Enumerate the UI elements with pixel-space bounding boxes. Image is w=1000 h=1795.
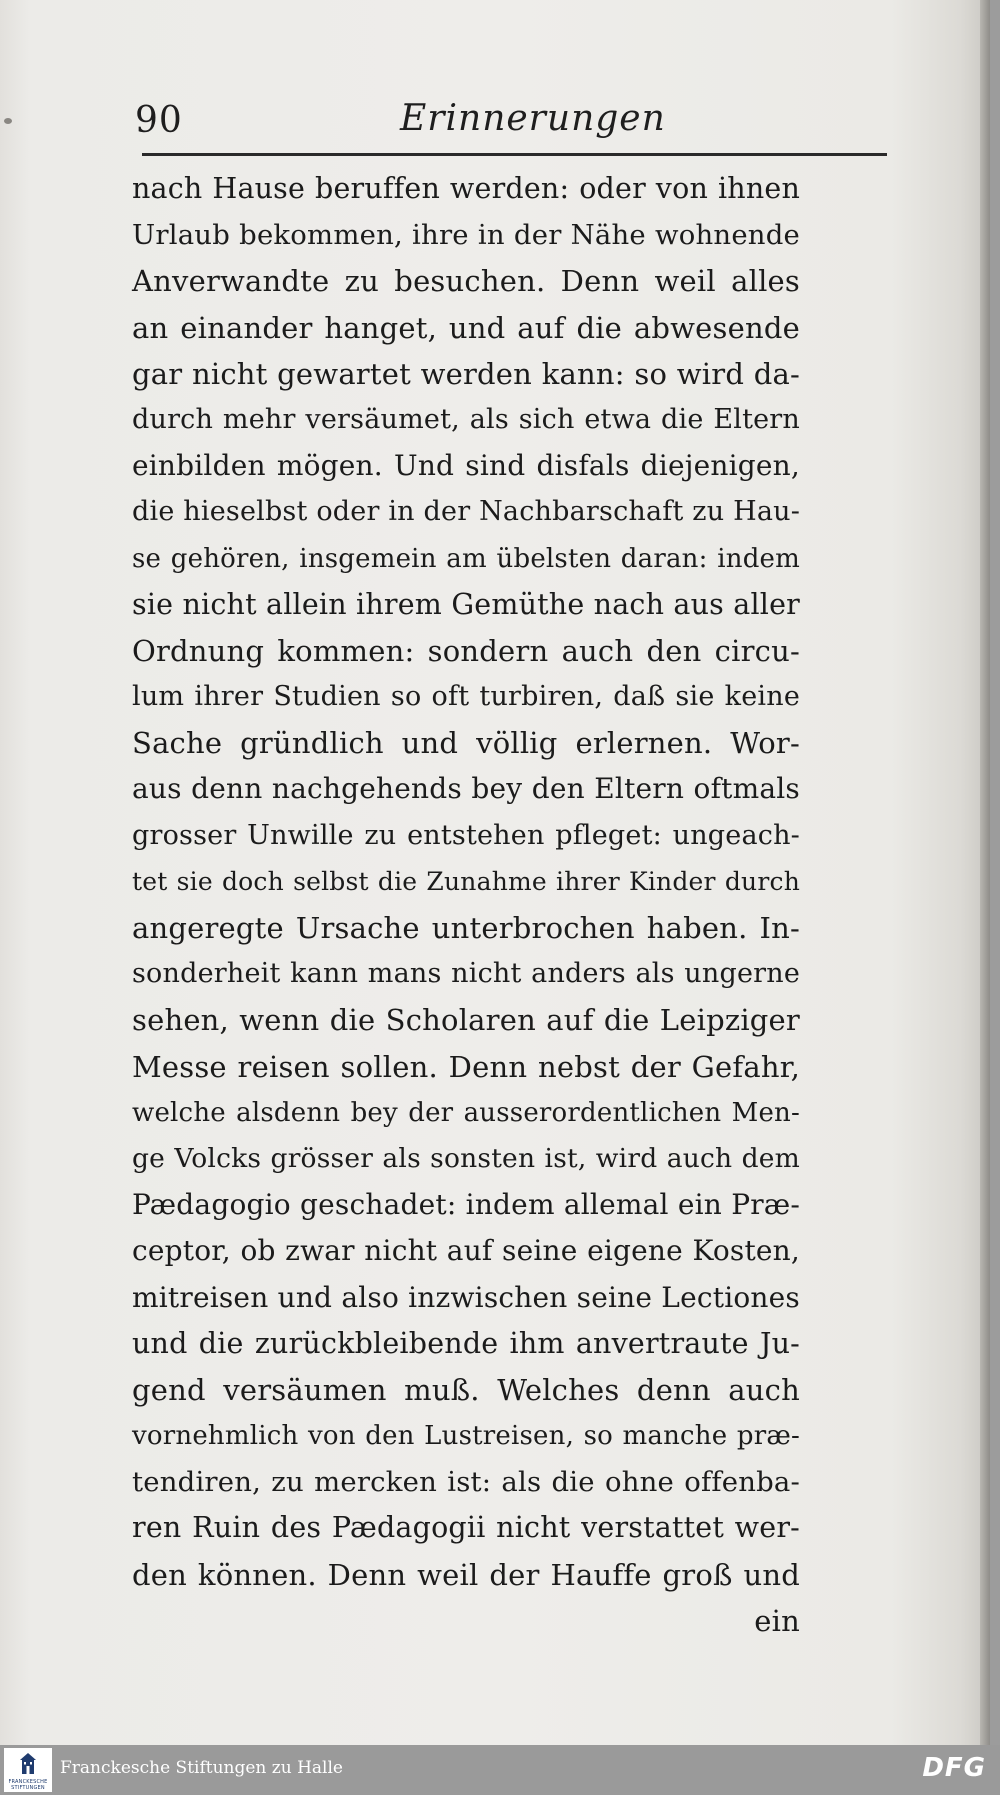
text-line: vornehmlich von den Lustreisen, so manche præ-: [132, 1421, 800, 1452]
text-line: mitreisen und also inzwischen seine Lectiones: [132, 1280, 800, 1314]
page-number: 90: [135, 100, 183, 141]
text-line: die hieselbst oder in der Nachbarschaft zu Hau-: [132, 496, 801, 528]
text-line: gend versäumen muß. Welches denn auch: [132, 1372, 800, 1407]
text-line: welche alsdenn bey der ausserordentlichen Men-: [132, 1097, 800, 1128]
text-line: Sache gründlich und völlig erlernen. Wor-: [132, 726, 800, 761]
text-line: aus denn nachgehends bey den Eltern oftmals: [132, 772, 800, 806]
text-line: ge Volcks grösser als sonsten ist, wird auch dem: [132, 1142, 800, 1174]
text-line: tendiren, zu mercken ist: als die ohne offenba-: [132, 1466, 800, 1499]
text-line: ren Ruin des Pædagogii nicht verstattet wer-: [132, 1511, 800, 1545]
text-line: gar nicht gewartet werden kann: so wird da-: [132, 356, 800, 391]
text-line: Pædagogio geschadet: indem allemal ein Præ-: [132, 1188, 800, 1222]
text-line: sonderheit kann mans nicht anders als ungerne: [132, 958, 800, 990]
header-rule: [142, 153, 887, 156]
logo-text: FRANCKESCHE STIFTUNGEN: [8, 1779, 48, 1791]
text-line: nach Hause beruffen werden: oder von ihnen: [132, 172, 800, 205]
text-line: angeregte Ursache unterbrochen haben. In-: [132, 911, 800, 945]
text-line: Anverwandte zu besuchen. Denn weil alles: [132, 264, 800, 299]
dfg-logo[interactable]: DFG: [922, 1753, 986, 1783]
text-line: einbilden mögen. Und sind disfals diejenigen,: [132, 449, 800, 483]
institution-name: Franckesche Stiftungen zu Halle: [60, 1758, 343, 1778]
text-line: grosser Unwille zu entstehen pfleget: ungeach-: [132, 819, 800, 851]
text-line: und die zurückbleibende ihm anvertraute Ju-: [132, 1326, 800, 1360]
text-line: ceptor, ob zwar nicht auf seine eigene Kosten,: [132, 1234, 800, 1268]
page-edge-shadow: [980, 0, 990, 1745]
text-line: sehen, wenn die Scholaren auf die Leipziger: [132, 1003, 800, 1038]
text-line: tet sie doch selbst die Zunahme ihrer Kinder durch: [132, 866, 800, 896]
franckesche-logo[interactable]: [4, 1748, 52, 1792]
text-line: se gehören, insgemein am übelsten daran: indem: [132, 543, 800, 574]
viewer-footer: [0, 1745, 1000, 1795]
text-line: Urlaub bekommen, ihre in der Nähe wohnende: [132, 219, 800, 252]
text-line: sie nicht allein ihrem Gemüthe nach aus aller: [132, 587, 800, 621]
running-head: Erinnerungen: [400, 98, 666, 139]
text-line: Messe reisen sollen. Denn nebst der Gefahr,: [132, 1049, 800, 1084]
building-icon: [18, 1752, 38, 1778]
text-line: durch mehr versäumet, als sich etwa die Eltern: [132, 403, 800, 435]
margin-mark: [4, 118, 12, 124]
body-text: [132, 166, 922, 1644]
text-line: den können. Denn weil der Hauffe groß und: [132, 1557, 800, 1592]
text-line: lum ihrer Studien so oft turbiren, daß sie keine: [132, 681, 800, 713]
text-line: an einander hanget, und auf die abwesende: [132, 310, 800, 345]
page-header: [130, 92, 900, 150]
catchword: ein: [754, 1603, 800, 1638]
text-line: Ordnung kommen: sondern auch den circu-: [132, 633, 800, 668]
